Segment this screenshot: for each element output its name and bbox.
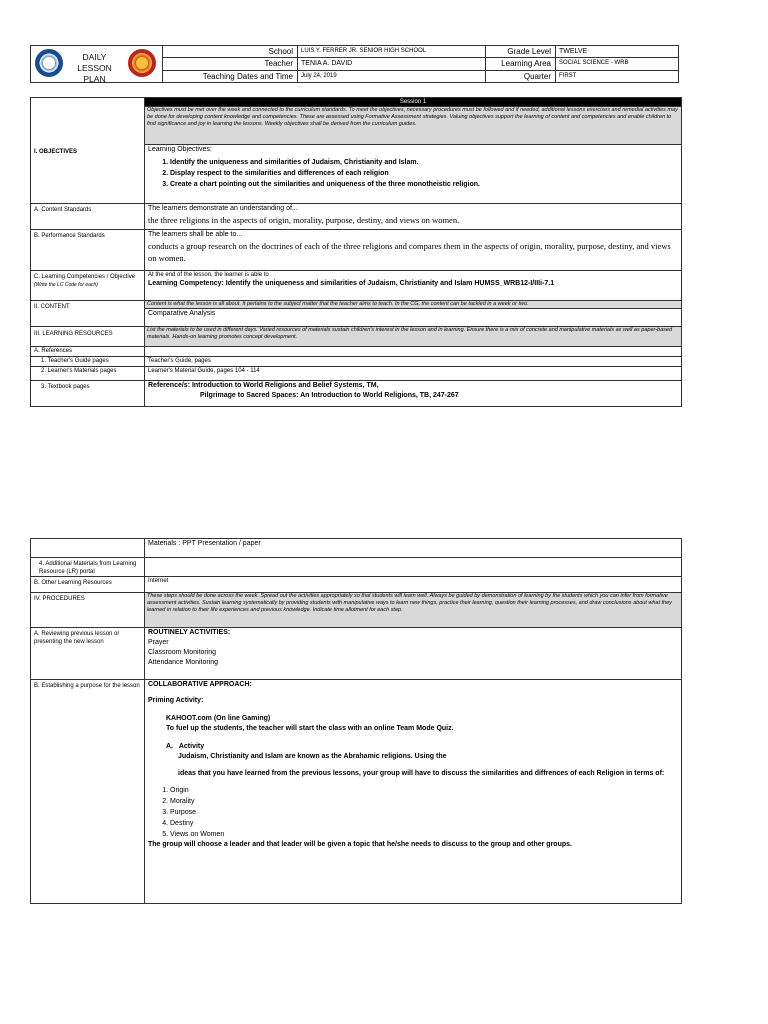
- quarter-label: Quarter: [486, 70, 556, 82]
- resources-label: III. LEARNING RESOURCES: [31, 327, 145, 347]
- additional-materials-label: 4. Additional Materials from Learning Resource (LR) portal: [31, 558, 145, 577]
- textbook-value: Reference/s: Introduction to World Religions and Belief Systems, TM, Pilgrimage to Sacred Spaces: An Introduction to World Religions, TB, 247-267: [145, 381, 682, 407]
- deped-seal-icon: [35, 49, 63, 77]
- objectives-note: Objectives must be met over the week and connected to the curriculum standards. To meet the objectives, necessary procedures must be followed and if needed, additional lessons exercises and remedial activities may be done for developing content knowledge and competencies. These are assessed using Formative Assessment strategies. Valuing objectives support the learning of content and competencies and enable children to find significance and joy in learning the lessons. Weekly objectives shall be derived from the curriculum guides.: [145, 107, 682, 145]
- objective-item: 3. Create a chart pointing out the similarities and uniqueness of the three monotheistic religion.: [170, 179, 678, 190]
- references-label: A. References: [31, 347, 145, 357]
- learners-materials-label: 2. Learner's Materials pages: [31, 367, 145, 381]
- references-empty: [145, 347, 682, 357]
- term-item: 4. Destiny: [170, 818, 678, 829]
- term-item: 3. Purpose: [170, 807, 678, 818]
- objective-item: 2. Display respect to the similarities and differences of each religion: [170, 168, 678, 179]
- teachers-guide-label: 1. Teacher's Guide pages: [31, 357, 145, 367]
- learners-materials-value: Learner's Material Guide, pages 104 - 114: [145, 367, 682, 381]
- objectives-content: [145, 145, 682, 204]
- teacher-label: Teacher: [163, 58, 298, 70]
- content-standards-label: A. Content Standards: [31, 204, 145, 230]
- logo-cell: [31, 46, 163, 83]
- textbook-label: 3. Textbook pages: [31, 381, 145, 407]
- other-resources-value: Internet: [145, 577, 682, 593]
- objectives-heading: Learning Objectives:: [148, 146, 212, 153]
- header-table: [30, 45, 679, 83]
- competencies-content: At the end of the lesson, the learner is able to Learning Competency: Identify the uniqueness and similarities of Judaism, Christianity and Islam HUMSS_WRB12-I/IIIi-7.1: [145, 271, 682, 301]
- teachers-guide-value: Teacher's Guide, pages: [145, 357, 682, 367]
- school-label: School: [163, 46, 298, 58]
- dates-value: July 24, 2019: [298, 70, 486, 82]
- review-content: ROUTINELY ACTIVITIES: Prayer Classroom Monitoring Attendance Monitoring: [145, 628, 682, 680]
- lesson-plan-table-1: [30, 97, 682, 407]
- activity-heading: A. Activity: [166, 743, 205, 750]
- purpose-label: B. Establishing a purpose for the lesson: [31, 680, 145, 904]
- session-header: Session 1: [145, 98, 682, 107]
- term-item: 5. Views on Women: [170, 829, 678, 840]
- procedures-label: IV. PROCEDURES: [31, 593, 145, 628]
- content-standards-content: The learners demonstrate an understanding of... the three religions in the aspects of origin, morality, purpose, destiny, and views on women.: [145, 204, 682, 230]
- objectives-list: [148, 157, 678, 190]
- resources-note: List the materials to be used in different days. Varied resources of materials sustain children's interest in the lesson and in learning. Ensure there is a mix of concrete and manipulative materials as well as paper-based materials. Hands-on learning promotes concept development.: [145, 327, 682, 347]
- grade-value: TWELVE: [556, 46, 679, 58]
- area-value: SOCIAL SCIENCE - WRB: [556, 58, 679, 70]
- term-item: 1. Origin: [170, 785, 678, 796]
- dates-label: Teaching Dates and Time: [163, 70, 298, 82]
- teacher-value: TENIA A. DAVID: [298, 58, 486, 70]
- school-seal-icon: [128, 49, 156, 77]
- content-value: Comparative Analysis: [145, 309, 682, 327]
- content-note: Content is what the lesson is all about. It pertains to the subject matter that the teacher aims to teach. In the CG, the content can be tackled in a week or two.: [145, 301, 682, 309]
- content-label: II. CONTENT: [31, 301, 145, 327]
- competencies-label: C. Learning Competencies / Objective (Write the LC Code for each): [31, 271, 145, 301]
- terms-list: [148, 785, 678, 840]
- performance-standards-label: B. Performance Standards: [31, 230, 145, 271]
- objective-item: 1. Identify the uniqueness and similarities of Judaism, Christianity and Islam.: [170, 157, 678, 168]
- other-resources-label: B. Other Learning Resources: [31, 577, 145, 593]
- grade-label: Grade Level: [486, 46, 556, 58]
- purpose-content: COLLABORATIVE APPROACH: Priming Activity: KAHOOT.com (On line Gaming) To fuel up the students, the teacher will start the class with an online Team Mode Quiz. A. Activity Judaism, Christianity and Islam are known as the Abrahamic religions. Using the ideas that you have learned from the previous lessons, your group will have to discuss the similarities and diffrences of each Religion in terms of: 1. Origin 2. Morality 3. Purpose 4. Destiny 5. Views on Women The group will choose a leader and that leader will be given a topic that he/she needs to discuss to the group and other groups.: [145, 680, 682, 904]
- objectives-label: I. OBJECTIVES: [31, 98, 145, 204]
- procedures-note: These steps should be done across the week. Spread out the activities appropriately so that students will learn well. Always be guided by demonstration of learning by the students which you can infer from formative assessment activities. Sustain learning systematically by providing students with manipulative ways to learn new things, practice their learning, question their learning processes, and draw conclusions about what they learned in relation to their life experiences and previous knowledge. Indicate time allotment for each step.: [145, 593, 682, 628]
- additional-materials-value: [145, 558, 682, 577]
- school-value: LUIS Y. FERRER JR. SENIOR HIGH SCHOOL: [298, 46, 486, 58]
- review-label: A. Reviewing previous lesson or presenting the new lesson: [31, 628, 145, 680]
- materials-value: Materials : PPT Presentation / paper: [145, 539, 682, 558]
- lesson-plan-table-2: [30, 538, 682, 904]
- logo-title: DAILY LESSON PLAN: [77, 52, 112, 83]
- quarter-value: FIRST: [556, 70, 679, 82]
- term-item: 2. Morality: [170, 796, 678, 807]
- area-label: Learning Area: [486, 58, 556, 70]
- materials-empty-label: [31, 539, 145, 558]
- performance-standards-content: The learners shall be able to... conducts a group research on the doctrines of each of the three religions and compares them in the aspects of origin, morality, purpose, destiny, and views on women.: [145, 230, 682, 271]
